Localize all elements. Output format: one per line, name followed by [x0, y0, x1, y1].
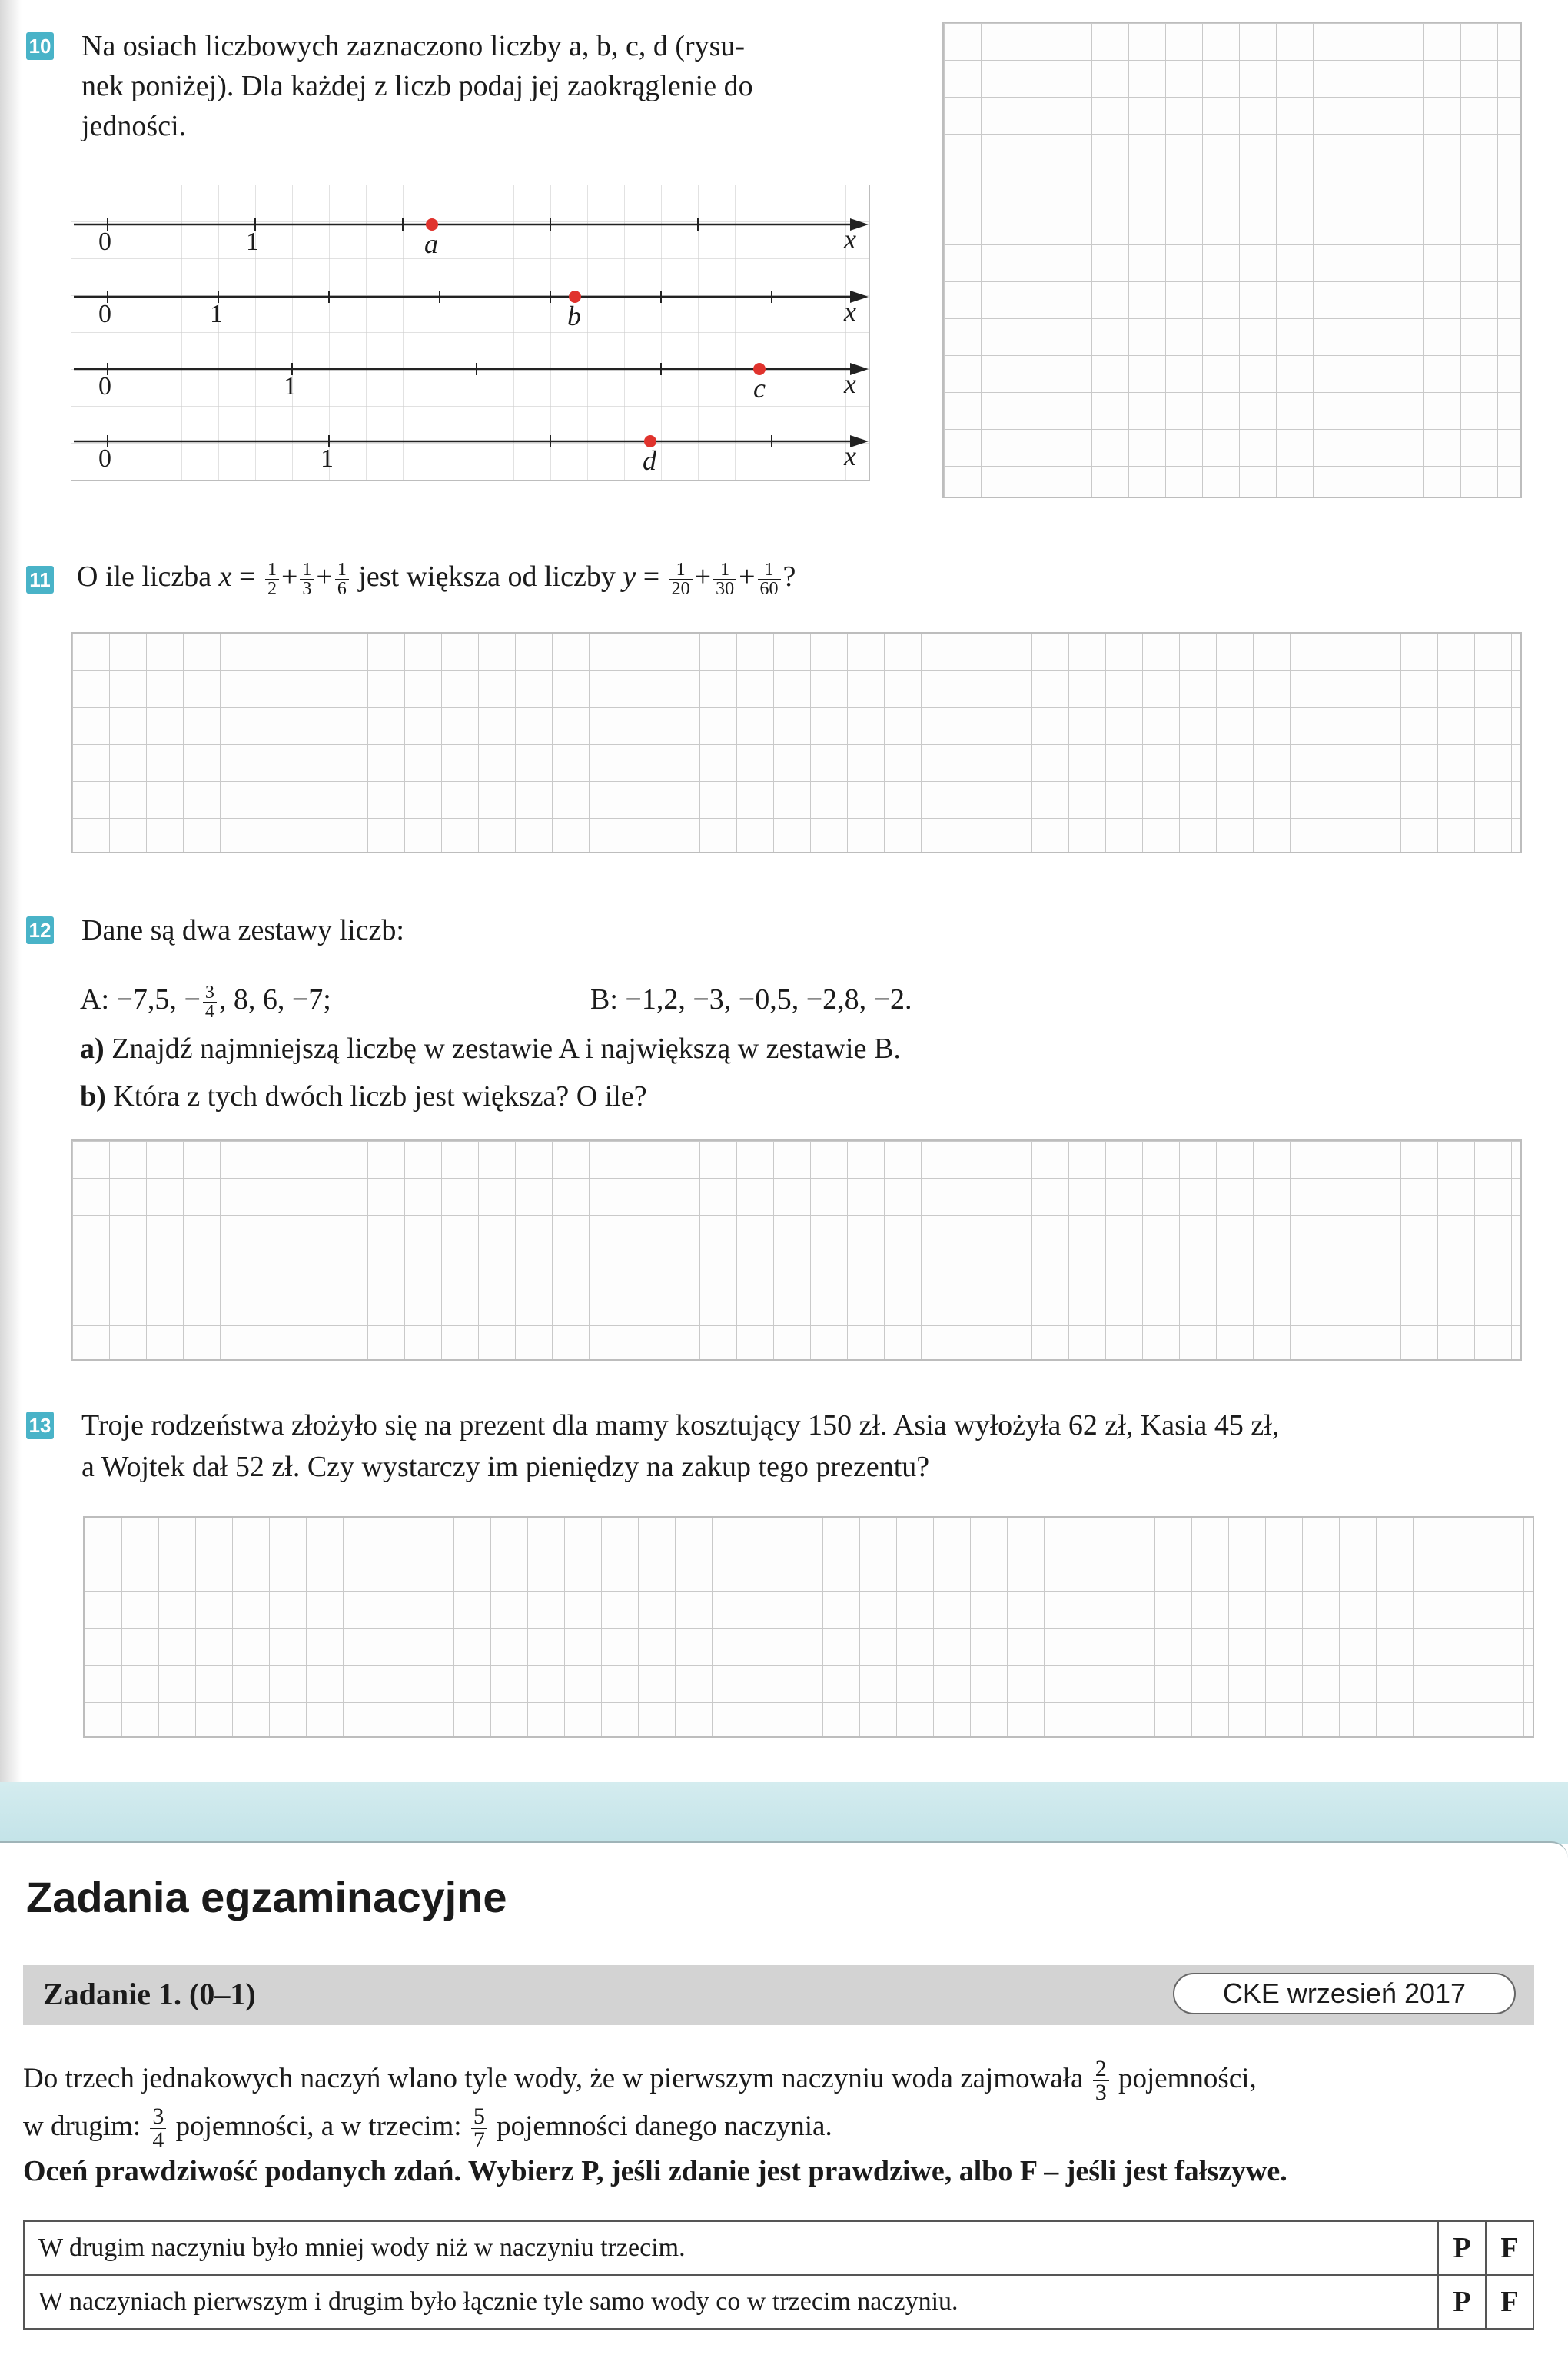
task-11-answer-grid[interactable] — [71, 632, 1522, 853]
task-12-badge: 12 — [26, 916, 54, 944]
set-a-part-2: , 8, 6, −7; — [218, 983, 331, 1016]
true-false-table — [23, 2220, 1534, 2330]
line-d-one: 1 — [321, 444, 334, 473]
section-divider-band — [0, 1782, 1568, 1844]
task-13-answer-grid[interactable] — [83, 1516, 1534, 1738]
page-edge-shadow — [0, 0, 22, 1784]
fraction-two-thirds: $\frac{2}{3}$ — [1093, 2057, 1109, 2104]
exam-line-2-b: pojemności, a w trzecim: — [175, 2110, 462, 2142]
statement-1-text: W drugim naczyniu było mniej wody niż w naczyniu trzecim. — [24, 2221, 1438, 2275]
line-b-axis-label: x — [844, 296, 856, 327]
line-c-axis-label: x — [844, 368, 856, 399]
line-c-point-label: c — [753, 373, 766, 404]
task-10-answer-grid[interactable] — [942, 22, 1522, 498]
statement-1-f-option[interactable]: F — [1486, 2221, 1533, 2275]
line-a-one: 1 — [246, 228, 259, 256]
exam-line-2-c: pojemności danego naczynia. — [497, 2110, 832, 2142]
line-b-one: 1 — [210, 300, 223, 328]
zadanie-label: Zadanie 1. (0–1) — [43, 1977, 256, 2011]
line-a-point-label: a — [424, 228, 438, 259]
statement-row — [24, 2275, 1533, 2329]
statement-2-f-option[interactable]: F — [1486, 2275, 1533, 2329]
line-d-zero: 0 — [98, 444, 111, 473]
line-c-one: 1 — [284, 372, 297, 401]
line-d-point-label: d — [643, 445, 656, 476]
x-frac-3: $\frac{1}{6}$ — [335, 560, 349, 598]
set-a-frac-sign: − — [184, 983, 201, 1016]
set-a-part-1: −7,5, — [116, 983, 177, 1016]
set-a-fraction: $\frac{3}{4}$ — [203, 983, 217, 1021]
y-frac-2: $\frac{1}{30}$ — [713, 560, 736, 598]
task-11-prefix: O ile liczba — [77, 560, 212, 593]
task-11-end: ? — [782, 560, 796, 593]
y-frac-1: $\frac{1}{20}$ — [669, 560, 693, 598]
task-10-badge: 10 — [26, 32, 54, 60]
x-frac-2: $\frac{1}{3}$ — [300, 560, 314, 598]
task-12-b-text: Która z tych dwóch liczb jest większa? O ile? — [113, 1080, 647, 1113]
task-13-badge: 13 — [26, 1412, 54, 1439]
line-b-zero: 0 — [98, 300, 111, 328]
statement-2-text: W naczyniach pierwszym i drugim było łącznie tyle samo wody co w trzecim naczyniu. — [24, 2275, 1438, 2329]
statement-2-p-option[interactable]: P — [1438, 2275, 1486, 2329]
x-variable: x — [218, 560, 232, 593]
set-a — [80, 979, 331, 1021]
number-lines-figure — [71, 185, 870, 481]
x-frac-1: $\frac{1}{2}$ — [265, 560, 279, 598]
exam-instruction: Oceń prawdziwość podanych zdań. Wybierz P, jeśli zdanie jest prawdziwe, albo F – jeśli jest fałszywe. — [23, 2155, 1287, 2187]
task-12-answer-grid[interactable] — [71, 1139, 1522, 1361]
task-12-a-text: Znajdź najmniejszą liczbę w zestawie A i największą w zestawie B. — [111, 1033, 901, 1065]
y-frac-3: $\frac{1}{60}$ — [758, 560, 781, 598]
exam-line-2-a: w drugim: — [23, 2110, 141, 2142]
task-13-line-2: a Wojtek dał 52 zł. Czy wystarczy im pieniędzy na zakup tego prezentu? — [81, 1451, 930, 1483]
task-10-line-2: nek poniżej). Dla każdej z liczb podaj jej zaokrąglenie do — [81, 70, 753, 102]
task-10-text — [81, 26, 896, 146]
line-a-zero: 0 — [98, 228, 111, 256]
fraction-five-sevenths: $\frac{5}{7}$ — [471, 2105, 487, 2152]
line-a-axis-label: x — [844, 224, 856, 254]
task-11-badge: 11 — [26, 566, 54, 594]
task-10-line-3: jedności. — [81, 110, 187, 142]
statement-1-p-option[interactable]: P — [1438, 2221, 1486, 2275]
set-a-label: A: — [80, 983, 109, 1016]
task-12-intro: Dane są dwa zestawy liczb: — [81, 914, 404, 946]
exam-section-title: Zadania egzaminacyjne — [26, 1873, 507, 1921]
source-badge: CKE wrzesień 2017 — [1173, 1973, 1516, 2014]
fraction-three-quarters: $\frac{3}{4}$ — [150, 2105, 166, 2152]
task-10-line-1: Na osiach liczbowych zaznaczono liczby a, b, c, d (rysu- — [81, 30, 746, 62]
exam-line-1 — [23, 2057, 1257, 2104]
exam-line-1-end: pojemności, — [1118, 2062, 1257, 2094]
set-b: B: −1,2, −3, −0,5, −2,8, −2. — [590, 983, 912, 1016]
task-12-b-label: b) — [80, 1080, 106, 1113]
task-12-a — [80, 1029, 901, 1069]
exam-line-2 — [23, 2105, 832, 2152]
task-12-a-label: a) — [80, 1033, 105, 1065]
line-c-zero: 0 — [98, 372, 111, 401]
y-variable: y — [623, 560, 636, 593]
exam-line-1-start: Do trzech jednakowych naczyń wlano tyle wody, że w pierwszym naczyniu woda zajmowała — [23, 2062, 1084, 2094]
statement-row — [24, 2221, 1533, 2275]
task-12-b — [80, 1076, 647, 1116]
task-13-line-1: Troje rodzeństwa złożyło się na prezent dla mamy kosztujący 150 zł. Asia wyłożyła 62 zł, Kasia 45 zł, — [81, 1409, 1280, 1442]
line-d-axis-label: x — [844, 441, 856, 471]
task-11-text: O ile liczba x = $\frac{1}{2}$ + $\frac{1}{3}$ + $\frac{1}{6}$ jest większa od liczby y = $\frac{1}{20}$ + $\frac{1}{30}$ + $\frac{1}{60}$ ? — [77, 559, 796, 599]
line-b-point-label: b — [567, 301, 581, 331]
task-11-middle: jest większa od liczby — [358, 560, 616, 593]
